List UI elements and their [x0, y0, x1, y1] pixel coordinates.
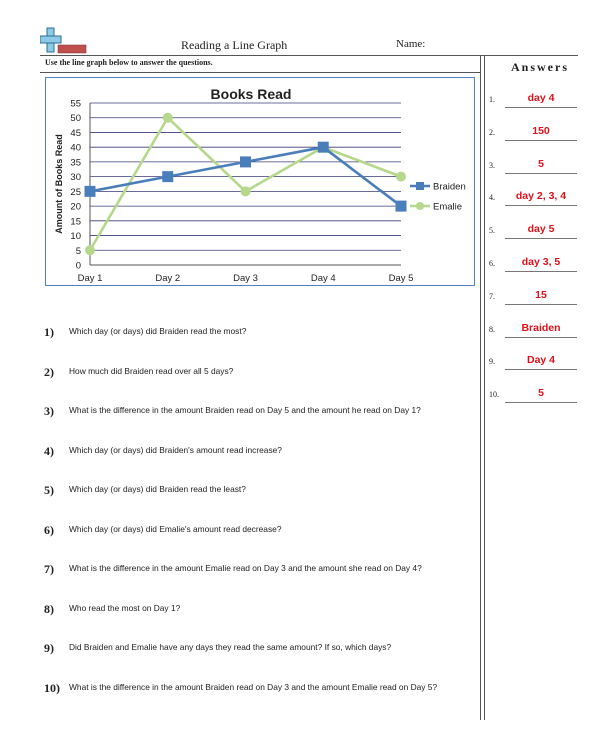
data-point-emalie — [241, 186, 251, 196]
answer-number: 1. — [489, 95, 495, 104]
answers-title: Answers — [511, 60, 569, 74]
question-text: Which day (or days) did Braiden read the most? — [69, 326, 247, 336]
answer-number: 10. — [489, 390, 499, 400]
series-line-emalie — [90, 118, 401, 251]
legend-label: Braiden — [433, 181, 466, 193]
divider — [40, 72, 480, 73]
chart-frame — [45, 77, 475, 286]
answer-value: 5 — [538, 387, 544, 400]
question-number: 10) — [44, 680, 60, 695]
question-number: 3) — [44, 404, 54, 418]
question-text: Did Braiden and Emalie have any days they read the same amount? If so, which days? — [69, 642, 392, 652]
answer-line — [505, 337, 577, 338]
question-text: Which day (or days) did Braiden's amount read increase? — [69, 444, 282, 455]
legend-marker — [416, 202, 424, 210]
question-number: 5) — [44, 483, 54, 497]
y-tick-label: 45 — [70, 127, 81, 139]
answer-line — [505, 107, 577, 108]
answer-value: 15 — [535, 288, 547, 301]
answer-line — [505, 402, 577, 403]
y-tick-label: 0 — [75, 260, 81, 272]
question-text: What is the difference in the amount Braiden read on Day 3 and the amount Emalie read on Day 5? — [69, 681, 438, 692]
instructions: Use the line graph below to answer the questions. — [45, 58, 213, 67]
divider — [484, 55, 485, 720]
answer-number: 2. — [489, 127, 495, 137]
answer-number: 6. — [489, 259, 495, 268]
chart-title: Books Read — [210, 86, 292, 102]
data-point-braiden — [162, 171, 173, 182]
logo-icon — [40, 26, 90, 54]
answer-value: 150 — [532, 124, 550, 137]
question-number: 8) — [44, 601, 54, 616]
question-text: Which day (or days) did Braiden read the least? — [69, 484, 246, 494]
answer-value: day 4 — [527, 92, 555, 104]
answer-line — [505, 238, 577, 239]
data-point-emalie — [85, 245, 95, 255]
answer-line — [505, 140, 577, 141]
y-tick-label: 30 — [70, 172, 81, 184]
answer-value: 5 — [538, 157, 544, 170]
answer-number: 8. — [489, 324, 495, 334]
answer-value: Braiden — [521, 321, 561, 334]
legend-label: Emalie — [433, 201, 463, 213]
data-point-emalie — [396, 172, 406, 182]
question-number: 2) — [44, 364, 54, 379]
y-tick-label: 55 — [70, 98, 81, 110]
data-point-braiden — [396, 201, 407, 212]
answer-line — [505, 173, 577, 174]
y-tick-label: 20 — [70, 201, 81, 213]
answer-number: 9. — [489, 357, 495, 367]
divider — [480, 55, 481, 720]
x-tick-label: Day 1 — [77, 273, 103, 284]
answer-value: day 2, 3, 4 — [515, 190, 567, 203]
data-point-braiden — [318, 142, 329, 153]
line-chart — [46, 78, 474, 285]
answer-value: day 3, 5 — [521, 256, 561, 268]
question-text: What is the difference in the amount Emalie read on Day 3 and the amount she read on Day 4? — [69, 563, 422, 573]
question-number: 1) — [44, 325, 54, 339]
y-tick-label: 50 — [70, 113, 81, 125]
answer-number: 4. — [489, 193, 495, 203]
y-tick-label: 10 — [70, 231, 81, 243]
y-tick-label: 25 — [70, 186, 81, 198]
name-label: Name: — [396, 38, 426, 50]
answer-value: day 5 — [527, 223, 555, 236]
data-point-braiden — [240, 156, 251, 167]
y-tick-label: 5 — [75, 245, 81, 257]
question-number: 4) — [44, 443, 54, 458]
y-axis-label: Amount of Books Read — [54, 134, 64, 234]
answer-number: 7. — [489, 291, 495, 301]
answer-value: Day 4 — [526, 354, 556, 367]
answer-line — [505, 369, 577, 370]
answer-line — [505, 271, 577, 272]
question-number: 9) — [44, 641, 54, 655]
data-point-braiden — [85, 186, 96, 197]
question-text: Which day (or days) did Emalie's amount read decrease? — [69, 523, 282, 534]
data-point-emalie — [163, 113, 173, 123]
answer-line — [505, 205, 577, 206]
question-text: What is the difference in the amount Braiden read on Day 5 and the amount he read on Day 1? — [69, 405, 421, 415]
y-tick-label: 35 — [70, 157, 81, 169]
legend-marker — [416, 182, 424, 190]
page-title: Reading a Line Graph — [181, 38, 288, 52]
answer-line — [505, 304, 577, 305]
question-number: 7) — [44, 562, 54, 576]
x-tick-label: Day 4 — [310, 273, 336, 284]
question-text: Who read the most on Day 1? — [69, 602, 181, 613]
answer-number: 5. — [489, 226, 495, 236]
x-tick-label: Day 2 — [155, 273, 181, 284]
question-number: 6) — [44, 522, 54, 537]
x-tick-label: Day 5 — [388, 273, 414, 284]
y-tick-label: 40 — [70, 142, 81, 154]
x-tick-label: Day 3 — [233, 273, 258, 284]
y-tick-label: 15 — [70, 216, 81, 228]
divider — [40, 55, 578, 56]
answer-number: 3. — [489, 160, 495, 170]
question-text: How much did Braiden read over all 5 days? — [69, 365, 234, 376]
